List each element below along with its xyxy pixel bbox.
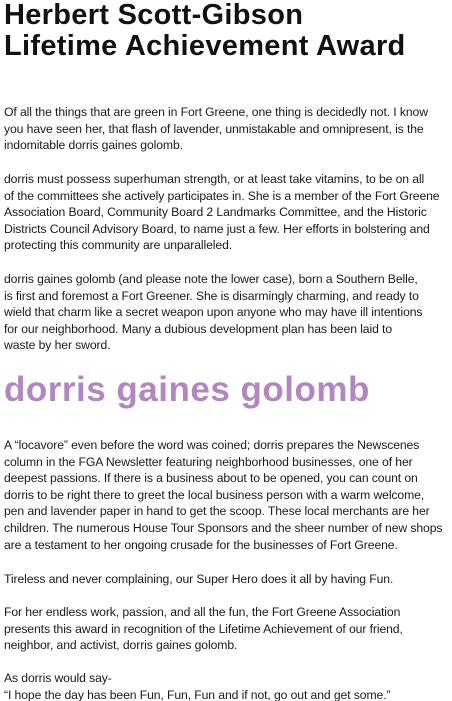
text-line: deepest passions. If there is a business about to be opened, you can count on [4, 471, 418, 486]
body-paragraph-3 [4, 604, 450, 654]
intro-paragraph-3 [4, 271, 450, 354]
text-line: Of all the things that are green in Fort Greene, one thing is decidedly not. I know [4, 105, 428, 119]
text-line: of the committees she actively participates in. She is a member of the Fort Greene [4, 188, 440, 203]
intro-paragraph-1 [4, 104, 450, 154]
text-line: dorris to be right there to greet the local business person with a warm welcome, [4, 487, 425, 502]
body-paragraph-2 [4, 571, 450, 588]
text-line: protecting this community are unparalleled. [4, 238, 233, 253]
award-title-line-1: Herbert Scott-Gibson [4, 0, 304, 31]
text-line: pen and lavender paper in hand to get the scoop. These local merchants are her [4, 504, 430, 519]
text-line: Tireless and never complaining, our Super Hero does it all by having Fun. [4, 572, 394, 586]
text-line: indomitable dorris gaines golomb. [4, 138, 183, 153]
text-line: are a testament to her ongoing crusade for the businesses of Fort Greene. [4, 537, 398, 552]
closing-quote [4, 670, 450, 701]
text-line: dorris gaines golomb (and please note the lower case), born a Southern Belle, [4, 272, 418, 286]
text-line: neighbor, and activist, dorris gaines golomb. [4, 638, 238, 653]
text-line: presents this award in recognition of the Lifetime Achievement of our friend, [4, 621, 403, 636]
honoree-name-heading: dorris gaines golomb [4, 370, 370, 409]
text-line: for our neighborhood. Many a dubious development plan has been laid to [4, 321, 393, 336]
award-title-line-2: Lifetime Achievement Award [4, 30, 406, 62]
text-line: waste by her sword. [4, 338, 111, 353]
text-line: you have seen her, that flash of lavender, unmistakable and omnipresent, is the [4, 121, 424, 136]
text-line: wield that charm like a secret weapon upon anyone who may have ill intentions [4, 305, 423, 320]
intro-paragraph-2 [4, 171, 450, 254]
text-line: children. The numerous House Tour Sponsors and the sheer number of new shops [4, 520, 443, 535]
text-line: is first and foremost a Fort Greener. She is disarmingly charming, and ready to [4, 288, 419, 303]
text-line: A “locavore” even before the word was coined; dorris prepares the Newscenes [4, 438, 420, 452]
award-title [4, 0, 452, 62]
quote-line: “I hope the day has been Fun, Fun, Fun and if not, go out and get some.” [4, 687, 391, 701]
text-line: dorris must possess superhuman strength, or at least take vitamins, to be on all [4, 172, 425, 186]
text-line: For her endless work, passion, and all the fun, the Fort Greene Association [4, 605, 401, 619]
text-line: As dorris would say- [4, 671, 112, 685]
text-line: Districts Council Advisory Board, to name just a few. Her efforts in bolstering and [4, 221, 430, 236]
text-line: column in the FGA Newsletter featuring neighborhood businesses, one of her [4, 454, 413, 469]
text-line: Association Board, Community Board 2 Landmarks Committee, and the Historic [4, 205, 427, 220]
body-paragraph-1 [4, 437, 450, 553]
